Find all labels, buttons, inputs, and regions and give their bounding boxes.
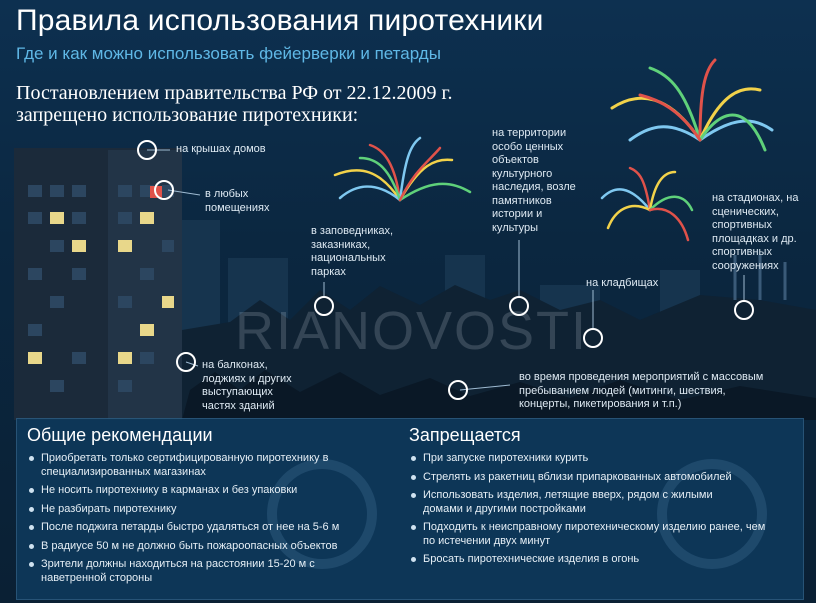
label-heritage bbox=[492, 127, 576, 235]
label-line: сооружениях bbox=[712, 259, 779, 272]
label-cemeteries: на кладбищах bbox=[586, 277, 659, 289]
label-line: в заповедниках, bbox=[311, 225, 394, 237]
label-line: особо ценных bbox=[492, 140, 564, 153]
label-stadiums bbox=[712, 192, 798, 273]
page-subtitle: Где и как можно использовать фейерверки и петарды bbox=[16, 44, 441, 63]
info-panel bbox=[16, 418, 804, 600]
label-line: помещениях bbox=[205, 201, 270, 214]
recommendations-title: Общие рекомендации bbox=[27, 425, 213, 445]
label-line: лоджиях и других bbox=[202, 372, 292, 385]
forbidden-title: Запрещается bbox=[409, 425, 521, 445]
label-line: объектов bbox=[492, 154, 539, 166]
label-line: на балконах, bbox=[202, 359, 268, 371]
recommendations-section bbox=[27, 425, 387, 590]
firework-center bbox=[335, 138, 470, 200]
list-item: Не носить пиротехнику в карманах и без упаковки bbox=[27, 484, 387, 498]
list-item: В радиусе 50 м не должно быть пожароопасных объектов bbox=[27, 540, 387, 554]
list-item: Стрелять из ракетниц вблизи припаркованных автомобилей bbox=[409, 471, 789, 485]
label-line: на стадионах, на bbox=[712, 192, 799, 204]
label-balconies bbox=[202, 359, 292, 413]
label-line: спортивных bbox=[712, 246, 772, 258]
label-rooms bbox=[205, 188, 269, 215]
label-line: национальных bbox=[311, 252, 386, 264]
page-title: Правила использования пиротехники bbox=[16, 4, 544, 37]
label-events bbox=[519, 371, 763, 412]
list-item: При запуске пиротехники курить bbox=[409, 452, 789, 466]
label-line: памятников bbox=[492, 194, 552, 207]
label-line: концерты, пикетирования и т.п.) bbox=[519, 398, 682, 410]
label-line: истории и bbox=[492, 208, 543, 220]
decree-text bbox=[16, 82, 452, 126]
decree-line-2: запрещено использование пиротехники: bbox=[16, 104, 359, 126]
label-line: сценических, bbox=[712, 205, 779, 218]
label-line: частях зданий bbox=[202, 399, 275, 412]
label-line: пребыванием людей (митинги, шествия, bbox=[519, 384, 726, 397]
label-line: спортивных bbox=[712, 219, 772, 231]
label-roofs: на крышах домов bbox=[176, 143, 266, 155]
marker-balconies bbox=[176, 352, 196, 372]
marker-events bbox=[448, 380, 468, 400]
list-item: Приобретать только сертифицированную пиротехнику в специализированных магазинах bbox=[27, 452, 351, 479]
recommendations-list bbox=[27, 452, 387, 585]
list-item: Бросать пиротехнические изделия в огонь bbox=[409, 553, 789, 567]
decree-line-1: Постановлением правительства РФ от 22.12.2009 г. bbox=[16, 82, 453, 104]
label-line: выступающих bbox=[202, 386, 273, 398]
label-line: в любых bbox=[205, 188, 249, 200]
firework-small bbox=[602, 168, 692, 240]
label-line: на территории bbox=[492, 127, 567, 139]
list-item: После поджига петарды быстро удаляться от нее на 5-6 м bbox=[27, 521, 387, 535]
list-item: Зрители должны находиться на расстоянии 15-20 м с наветренной стороны bbox=[27, 558, 351, 585]
label-line: заказниках, bbox=[311, 238, 371, 251]
firework-top-right bbox=[612, 60, 772, 150]
label-line: площадках и др. bbox=[712, 232, 797, 245]
list-item: Использовать изделия, летящие вверх, рядом с жилыми домами и другими постройками bbox=[409, 489, 753, 516]
list-item: Подходить к неисправному пиротехническому изделию ранее, чем по истечении двух минут bbox=[409, 521, 773, 548]
marker-rooms bbox=[154, 180, 174, 200]
label-line: наследия, возле bbox=[492, 181, 576, 193]
label-line: культуры bbox=[492, 221, 539, 234]
list-item: Не разбирать пиротехнику bbox=[27, 503, 387, 517]
forbidden-section bbox=[409, 425, 789, 572]
label-line: культурного bbox=[492, 167, 553, 180]
watermark: RIANOVOSTI bbox=[235, 301, 589, 361]
forbidden-list bbox=[409, 452, 789, 567]
label-line: парках bbox=[311, 265, 346, 278]
marker-stadiums bbox=[734, 300, 754, 320]
marker-roofs bbox=[137, 140, 157, 160]
label-reserves bbox=[311, 225, 393, 279]
label-line: во время проведения мероприятий с массовым bbox=[519, 371, 764, 383]
